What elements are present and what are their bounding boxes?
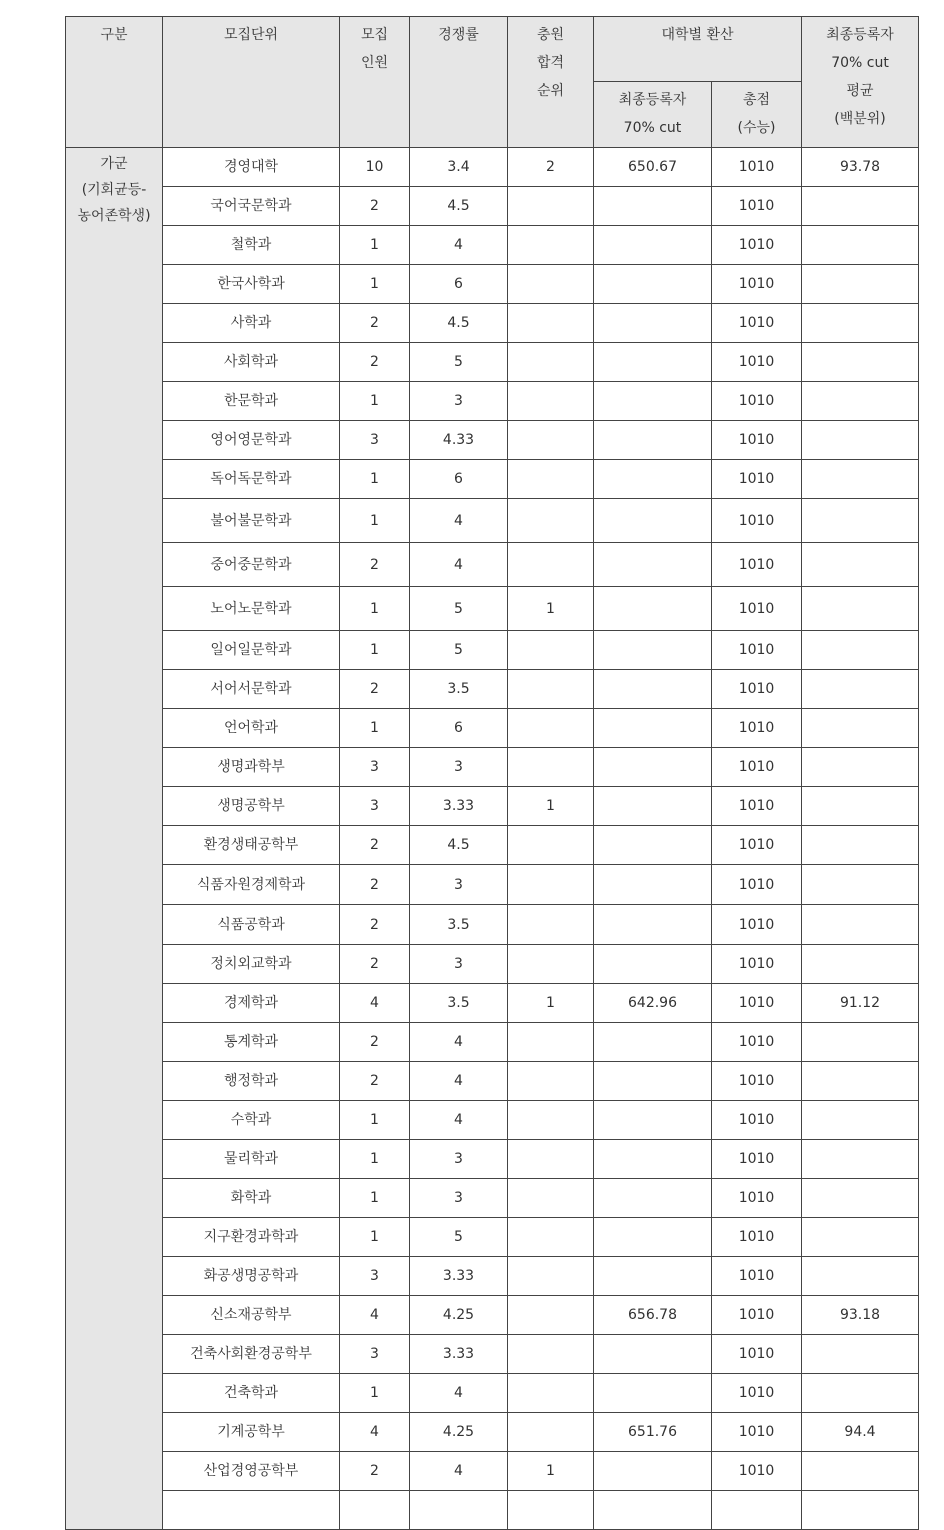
final-pct-cell: [802, 1374, 919, 1413]
univ-total-cell: 1010: [712, 865, 802, 905]
table-row: [66, 1335, 919, 1374]
quota-cell: 1: [340, 226, 410, 265]
univ-cut-cell: [594, 826, 712, 865]
table-row: [66, 421, 919, 460]
unit-cell: 서어서문학과: [163, 670, 340, 709]
empty-cell: [594, 1491, 712, 1530]
unit-cell: 정치외교학과: [163, 945, 340, 984]
table-header: [66, 17, 919, 148]
univ-cut-cell: [594, 343, 712, 382]
univ-total-cell: 1010: [712, 226, 802, 265]
final-pct-cell: 93.18: [802, 1296, 919, 1335]
unit-cell: 행정학과: [163, 1062, 340, 1101]
table-row: [66, 945, 919, 984]
univ-total-cell: 1010: [712, 587, 802, 631]
table-row: [66, 1374, 919, 1413]
table-row: [66, 709, 919, 748]
ratio-cell: 4.5: [410, 304, 508, 343]
table-row: [66, 748, 919, 787]
univ-cut-cell: [594, 460, 712, 499]
univ-cut-cell: [594, 905, 712, 945]
ratio-cell: 3.5: [410, 905, 508, 945]
quota-cell: 2: [340, 304, 410, 343]
univ-cut-cell: [594, 1023, 712, 1062]
final-pct-cell: [802, 826, 919, 865]
final-pct-cell: [802, 1101, 919, 1140]
final-pct-cell: [802, 865, 919, 905]
univ-total-cell: 1010: [712, 905, 802, 945]
quota-cell: 1: [340, 1101, 410, 1140]
unit-cell: 생명공학부: [163, 787, 340, 826]
final-pct-cell: [802, 1452, 919, 1491]
rank-cell: [508, 670, 594, 709]
univ-total-cell: 1010: [712, 1257, 802, 1296]
rank-cell: [508, 1140, 594, 1179]
table-row: [66, 499, 919, 543]
table-row: [66, 1296, 919, 1335]
ratio-cell: 4: [410, 499, 508, 543]
univ-cut-cell: 651.76: [594, 1413, 712, 1452]
rank-cell: [508, 631, 594, 670]
quota-cell: 10: [340, 148, 410, 187]
empty-cell: [163, 1491, 340, 1530]
univ-cut-cell: [594, 587, 712, 631]
quota-cell: 4: [340, 1296, 410, 1335]
quota-cell: 3: [340, 1257, 410, 1296]
univ-cut-cell: [594, 1062, 712, 1101]
univ-cut-cell: [594, 499, 712, 543]
empty-cell: [508, 1491, 594, 1530]
table-row: [66, 343, 919, 382]
table-row: [66, 148, 919, 187]
final-pct-cell: [802, 1179, 919, 1218]
univ-total-cell: 1010: [712, 421, 802, 460]
table-body: [66, 148, 919, 1530]
ratio-cell: 6: [410, 709, 508, 748]
ratio-cell: 3.33: [410, 1335, 508, 1374]
quota-cell: 2: [340, 826, 410, 865]
unit-cell: 기계공학부: [163, 1413, 340, 1452]
univ-total-cell: 1010: [712, 945, 802, 984]
univ-cut-cell: 650.67: [594, 148, 712, 187]
empty-cell: [802, 1491, 919, 1530]
final-pct-cell: [802, 1257, 919, 1296]
univ-cut-cell: [594, 543, 712, 587]
table-row: [66, 865, 919, 905]
ratio-cell: 3.5: [410, 670, 508, 709]
quota-cell: 2: [340, 187, 410, 226]
final-pct-cell: [802, 670, 919, 709]
final-pct-cell: [802, 460, 919, 499]
final-pct-cell: [802, 1335, 919, 1374]
table-row: [66, 1101, 919, 1140]
quota-cell: 2: [340, 905, 410, 945]
univ-cut-cell: [594, 1101, 712, 1140]
header-unit: 모집단위: [163, 17, 340, 148]
univ-total-cell: 1010: [712, 1452, 802, 1491]
final-pct-cell: [802, 1023, 919, 1062]
unit-cell: 식품자원경제학과: [163, 865, 340, 905]
ratio-cell: 6: [410, 265, 508, 304]
rank-cell: [508, 826, 594, 865]
table-row: [66, 543, 919, 587]
univ-cut-cell: [594, 709, 712, 748]
final-pct-cell: [802, 748, 919, 787]
univ-cut-cell: [594, 1140, 712, 1179]
final-pct-cell: [802, 343, 919, 382]
rank-cell: [508, 905, 594, 945]
unit-cell: 사회학과: [163, 343, 340, 382]
unit-cell: 신소재공학부: [163, 1296, 340, 1335]
ratio-cell: 4.25: [410, 1413, 508, 1452]
ratio-cell: 3: [410, 748, 508, 787]
univ-total-cell: 1010: [712, 1023, 802, 1062]
final-pct-cell: [802, 587, 919, 631]
univ-total-cell: 1010: [712, 787, 802, 826]
univ-cut-cell: [594, 382, 712, 421]
univ-cut-cell: 642.96: [594, 984, 712, 1023]
univ-cut-cell: [594, 748, 712, 787]
empty-cell: [340, 1491, 410, 1530]
rank-cell: [508, 265, 594, 304]
unit-cell: 사학과: [163, 304, 340, 343]
univ-cut-cell: [594, 1218, 712, 1257]
unit-cell: 국어국문학과: [163, 187, 340, 226]
quota-cell: 1: [340, 382, 410, 421]
group-label: 가군 (기회균등- 농어존학생): [66, 148, 163, 1530]
table-row: [66, 1179, 919, 1218]
unit-cell: 건축사회환경공학부: [163, 1335, 340, 1374]
ratio-cell: 4: [410, 1374, 508, 1413]
quota-cell: 2: [340, 543, 410, 587]
ratio-cell: 3: [410, 865, 508, 905]
rank-cell: [508, 382, 594, 421]
quota-cell: 1: [340, 460, 410, 499]
ratio-cell: 6: [410, 460, 508, 499]
table-row: [66, 1257, 919, 1296]
final-pct-cell: [802, 787, 919, 826]
quota-cell: 1: [340, 587, 410, 631]
quota-cell: 2: [340, 670, 410, 709]
admissions-table: [65, 16, 919, 1530]
table-row: [66, 460, 919, 499]
rank-cell: [508, 421, 594, 460]
univ-total-cell: 1010: [712, 543, 802, 587]
final-pct-cell: 93.78: [802, 148, 919, 187]
univ-total-cell: 1010: [712, 1179, 802, 1218]
ratio-cell: 4: [410, 1062, 508, 1101]
final-pct-cell: [802, 1062, 919, 1101]
rank-cell: [508, 1062, 594, 1101]
quota-cell: 1: [340, 499, 410, 543]
univ-total-cell: 1010: [712, 148, 802, 187]
unit-cell: 식품공학과: [163, 905, 340, 945]
rank-cell: [508, 1257, 594, 1296]
unit-cell: 철학과: [163, 226, 340, 265]
univ-total-cell: 1010: [712, 343, 802, 382]
univ-total-cell: 1010: [712, 265, 802, 304]
univ-total-cell: 1010: [712, 1062, 802, 1101]
final-pct-cell: [802, 543, 919, 587]
final-pct-cell: [802, 499, 919, 543]
rank-cell: 2: [508, 148, 594, 187]
table-row: [66, 187, 919, 226]
final-pct-cell: 91.12: [802, 984, 919, 1023]
header-univ-cut: 최종등록자 70% cut: [594, 82, 712, 148]
rank-cell: [508, 1218, 594, 1257]
final-pct-cell: [802, 945, 919, 984]
univ-cut-cell: 656.78: [594, 1296, 712, 1335]
table-row: [66, 1140, 919, 1179]
univ-total-cell: 1010: [712, 304, 802, 343]
ratio-cell: 5: [410, 1218, 508, 1257]
rank-cell: 1: [508, 587, 594, 631]
univ-total-cell: 1010: [712, 499, 802, 543]
quota-cell: 3: [340, 421, 410, 460]
univ-cut-cell: [594, 865, 712, 905]
quota-cell: 2: [340, 865, 410, 905]
univ-cut-cell: [594, 187, 712, 226]
unit-cell: 건축학과: [163, 1374, 340, 1413]
header-univ: 대학별 환산: [594, 17, 802, 82]
univ-cut-cell: [594, 265, 712, 304]
univ-cut-cell: [594, 421, 712, 460]
univ-cut-cell: [594, 1452, 712, 1491]
univ-cut-cell: [594, 304, 712, 343]
quota-cell: 1: [340, 265, 410, 304]
quota-cell: 3: [340, 1335, 410, 1374]
ratio-cell: 4.25: [410, 1296, 508, 1335]
unit-cell: 화학과: [163, 1179, 340, 1218]
header-ratio: 경쟁률: [410, 17, 508, 148]
table-row: [66, 226, 919, 265]
rank-cell: [508, 709, 594, 748]
final-pct-cell: [802, 187, 919, 226]
rank-cell: [508, 304, 594, 343]
unit-cell: 일어일문학과: [163, 631, 340, 670]
rank-cell: [508, 1023, 594, 1062]
univ-total-cell: 1010: [712, 382, 802, 421]
table-row: [66, 1023, 919, 1062]
final-pct-cell: [802, 382, 919, 421]
univ-cut-cell: [594, 1374, 712, 1413]
table-row: [66, 787, 919, 826]
unit-cell: 경영대학: [163, 148, 340, 187]
final-pct-cell: 94.4: [802, 1413, 919, 1452]
unit-cell: 노어노문학과: [163, 587, 340, 631]
final-pct-cell: [802, 226, 919, 265]
rank-cell: [508, 343, 594, 382]
univ-cut-cell: [594, 1257, 712, 1296]
quota-cell: 4: [340, 984, 410, 1023]
quota-cell: 1: [340, 1374, 410, 1413]
ratio-cell: 4: [410, 1023, 508, 1062]
ratio-cell: 3.33: [410, 1257, 508, 1296]
unit-cell: 경제학과: [163, 984, 340, 1023]
unit-cell: 한문학과: [163, 382, 340, 421]
univ-total-cell: 1010: [712, 1374, 802, 1413]
ratio-cell: 3.4: [410, 148, 508, 187]
unit-cell: 환경생태공학부: [163, 826, 340, 865]
rank-cell: [508, 748, 594, 787]
table-row: [66, 265, 919, 304]
ratio-cell: 4.5: [410, 826, 508, 865]
univ-cut-cell: [594, 787, 712, 826]
rank-cell: [508, 1335, 594, 1374]
unit-cell: 생명과학부: [163, 748, 340, 787]
univ-cut-cell: [594, 1179, 712, 1218]
rank-cell: [508, 1374, 594, 1413]
table-row: [66, 984, 919, 1023]
final-pct-cell: [802, 631, 919, 670]
unit-cell: 한국사학과: [163, 265, 340, 304]
rank-cell: 1: [508, 984, 594, 1023]
rank-cell: [508, 1413, 594, 1452]
rank-cell: [508, 865, 594, 905]
final-pct-cell: [802, 421, 919, 460]
table-row: [66, 1218, 919, 1257]
table-row: [66, 826, 919, 865]
rank-cell: [508, 1101, 594, 1140]
unit-cell: 불어불문학과: [163, 499, 340, 543]
unit-cell: 언어학과: [163, 709, 340, 748]
rank-cell: [508, 187, 594, 226]
univ-cut-cell: [594, 1335, 712, 1374]
univ-total-cell: 1010: [712, 826, 802, 865]
univ-total-cell: 1010: [712, 1413, 802, 1452]
univ-total-cell: 1010: [712, 1101, 802, 1140]
univ-total-cell: 1010: [712, 748, 802, 787]
header-group: 구분: [66, 17, 163, 148]
table-row: [66, 1413, 919, 1452]
rank-cell: 1: [508, 787, 594, 826]
quota-cell: 1: [340, 1179, 410, 1218]
ratio-cell: 4.5: [410, 187, 508, 226]
quota-cell: 4: [340, 1413, 410, 1452]
univ-cut-cell: [594, 631, 712, 670]
ratio-cell: 3: [410, 1179, 508, 1218]
rank-cell: [508, 499, 594, 543]
empty-cell: [712, 1491, 802, 1530]
empty-cell: [410, 1491, 508, 1530]
table-row: [66, 304, 919, 343]
table-row: [66, 1062, 919, 1101]
unit-cell: 독어독문학과: [163, 460, 340, 499]
ratio-cell: 4: [410, 543, 508, 587]
final-pct-cell: [802, 709, 919, 748]
univ-total-cell: 1010: [712, 1140, 802, 1179]
rank-cell: [508, 1296, 594, 1335]
rank-cell: [508, 226, 594, 265]
ratio-cell: 4.33: [410, 421, 508, 460]
final-pct-cell: [802, 905, 919, 945]
quota-cell: 3: [340, 787, 410, 826]
quota-cell: 1: [340, 709, 410, 748]
rank-cell: [508, 945, 594, 984]
rank-cell: [508, 543, 594, 587]
ratio-cell: 3: [410, 945, 508, 984]
table-row: [66, 670, 919, 709]
quota-cell: 3: [340, 748, 410, 787]
univ-cut-cell: [594, 945, 712, 984]
ratio-cell: 5: [410, 587, 508, 631]
final-pct-cell: [802, 304, 919, 343]
unit-cell: 수학과: [163, 1101, 340, 1140]
table-row: [66, 1491, 919, 1530]
univ-total-cell: 1010: [712, 1296, 802, 1335]
unit-cell: 물리학과: [163, 1140, 340, 1179]
header-final: 최종등록자 70% cut 평균 (백분위): [802, 17, 919, 148]
ratio-cell: 3.33: [410, 787, 508, 826]
quota-cell: 1: [340, 1140, 410, 1179]
table-row: [66, 1452, 919, 1491]
quota-cell: 2: [340, 1023, 410, 1062]
unit-cell: 중어중문학과: [163, 543, 340, 587]
univ-total-cell: 1010: [712, 460, 802, 499]
unit-cell: 지구환경과학과: [163, 1218, 340, 1257]
univ-total-cell: 1010: [712, 984, 802, 1023]
quota-cell: 2: [340, 343, 410, 382]
quota-cell: 2: [340, 1452, 410, 1491]
table-row: [66, 587, 919, 631]
univ-cut-cell: [594, 226, 712, 265]
univ-cut-cell: [594, 670, 712, 709]
univ-total-cell: 1010: [712, 187, 802, 226]
admissions-table-container: [65, 16, 919, 1530]
final-pct-cell: [802, 265, 919, 304]
quota-cell: 2: [340, 945, 410, 984]
table-row: [66, 631, 919, 670]
univ-total-cell: 1010: [712, 1335, 802, 1374]
ratio-cell: 4: [410, 226, 508, 265]
quota-cell: 2: [340, 1062, 410, 1101]
ratio-cell: 4: [410, 1101, 508, 1140]
table-row: [66, 382, 919, 421]
ratio-cell: 3.5: [410, 984, 508, 1023]
unit-cell: 화공생명공학과: [163, 1257, 340, 1296]
header-quota: 모집 인원: [340, 17, 410, 148]
unit-cell: 영어영문학과: [163, 421, 340, 460]
ratio-cell: 5: [410, 343, 508, 382]
ratio-cell: 5: [410, 631, 508, 670]
ratio-cell: 3: [410, 382, 508, 421]
univ-total-cell: 1010: [712, 670, 802, 709]
final-pct-cell: [802, 1140, 919, 1179]
univ-total-cell: 1010: [712, 709, 802, 748]
table-row: [66, 905, 919, 945]
rank-cell: [508, 1179, 594, 1218]
header-univ-total: 총점 (수능): [712, 82, 802, 148]
ratio-cell: 4: [410, 1452, 508, 1491]
header-rank: 충원 합격 순위: [508, 17, 594, 148]
ratio-cell: 3: [410, 1140, 508, 1179]
univ-total-cell: 1010: [712, 1218, 802, 1257]
unit-cell: 통계학과: [163, 1023, 340, 1062]
final-pct-cell: [802, 1218, 919, 1257]
unit-cell: 산업경영공학부: [163, 1452, 340, 1491]
quota-cell: 1: [340, 1218, 410, 1257]
univ-total-cell: 1010: [712, 631, 802, 670]
quota-cell: 1: [340, 631, 410, 670]
rank-cell: 1: [508, 1452, 594, 1491]
rank-cell: [508, 460, 594, 499]
